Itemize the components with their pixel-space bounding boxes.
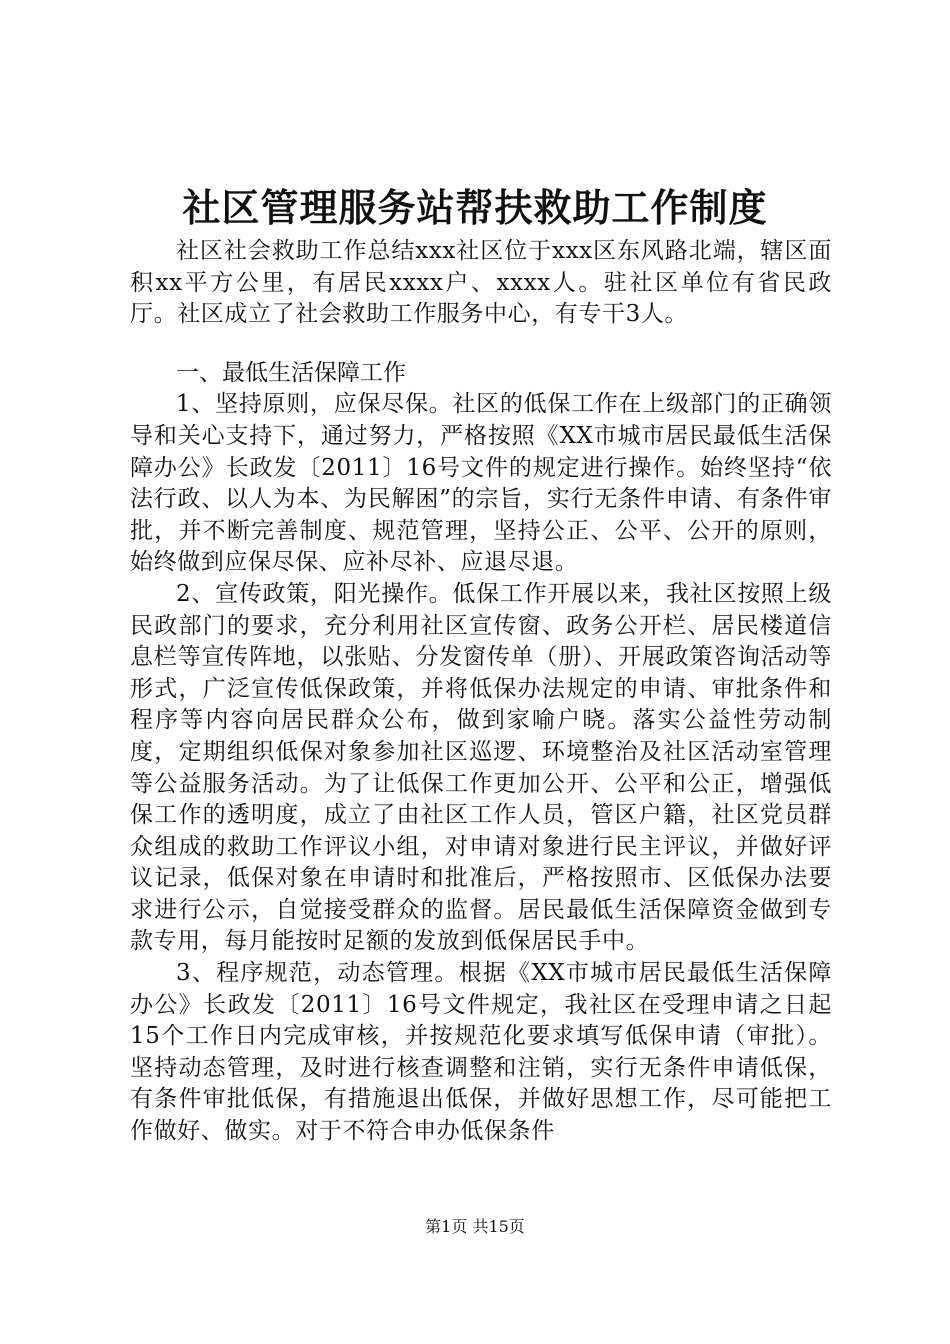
- paragraph-2: 2、宣传政策，阳光操作。低保工作开展以来，我社区按照上级民政部门的要求，充分利用社区宣传窗、政务公开栏、居民楼道信息栏等宣传阵地，以张贴、分发窗传单（册）、开展政策咨询活动等形式，广泛宣传低保政策，并将低保办法规定的申请、审批条件和程序等内容向居民群众公布，做到家喻户晓。落实公益性劳动制度，定期组织低保对象参加社区巡逻、环境整治及社区活动室管理等公益服务活动。为了让低保工作更加公开、公平和公正，增强低保工作的透明度，成立了由社区工作人员，管区户籍，社区党员群众组成的救助工作评议小组，对申请对象进行民主评议，并做好评议记录，低保对象在申请时和批准后，严格按照市、区低保办法要求进行公示，自觉接受群众的监督。居民最低生活保障资金做到专款专用，每月能按时足额的发放到低保居民手中。: [130, 580, 832, 955]
- document-title: 社区管理服务站帮扶救助工作制度: [182, 185, 768, 230]
- paragraph-1: 1、坚持原则，应保尽保。社区的低保工作在上级部门的正确领导和关心支持下，通过努力，严格按照《XX市城市居民最低生活保障办公》长政发〔2011〕16号文件的规定进行操作。始终坚持“依法行政、以人为本、为民解困”的宗旨，实行无条件申请、有条件审批，并不断完善制度、规范管理，坚持公正、公平、公开的原则，始终做到应保尽保、应补尽补、应退尽退。: [130, 391, 832, 576]
- section-heading: 一、最低生活保障工作: [176, 359, 406, 386]
- paragraph-3: 3、程序规范，动态管理。根据《XX市城市居民最低生活保障办公》长政发〔2011〕16号文件规定，我社区在受理申请之日起15个工作日内完成审核，并按规范化要求填写低保申请（审批）。坚持动态管理，及时进行核查调整和注销，实行无条件申请低保，有条件审批低保，有措施退出低保，并做好思想工作，尽可能把工作做好、做实。对于不符合申办低保条件: [130, 960, 832, 1145]
- page-footer: 第1页 共15页: [425, 1217, 525, 1236]
- intro-paragraph: 社区社会救助工作总结xxx社区位于xxx区东风路北端，辖区面积xx平方公里，有居民xxxx户、xxxx人。驻社区单位有省民政厅。社区成立了社会救助工作服务中心，有专干3人。: [130, 238, 832, 328]
- document-body: [130, 236, 832, 1148]
